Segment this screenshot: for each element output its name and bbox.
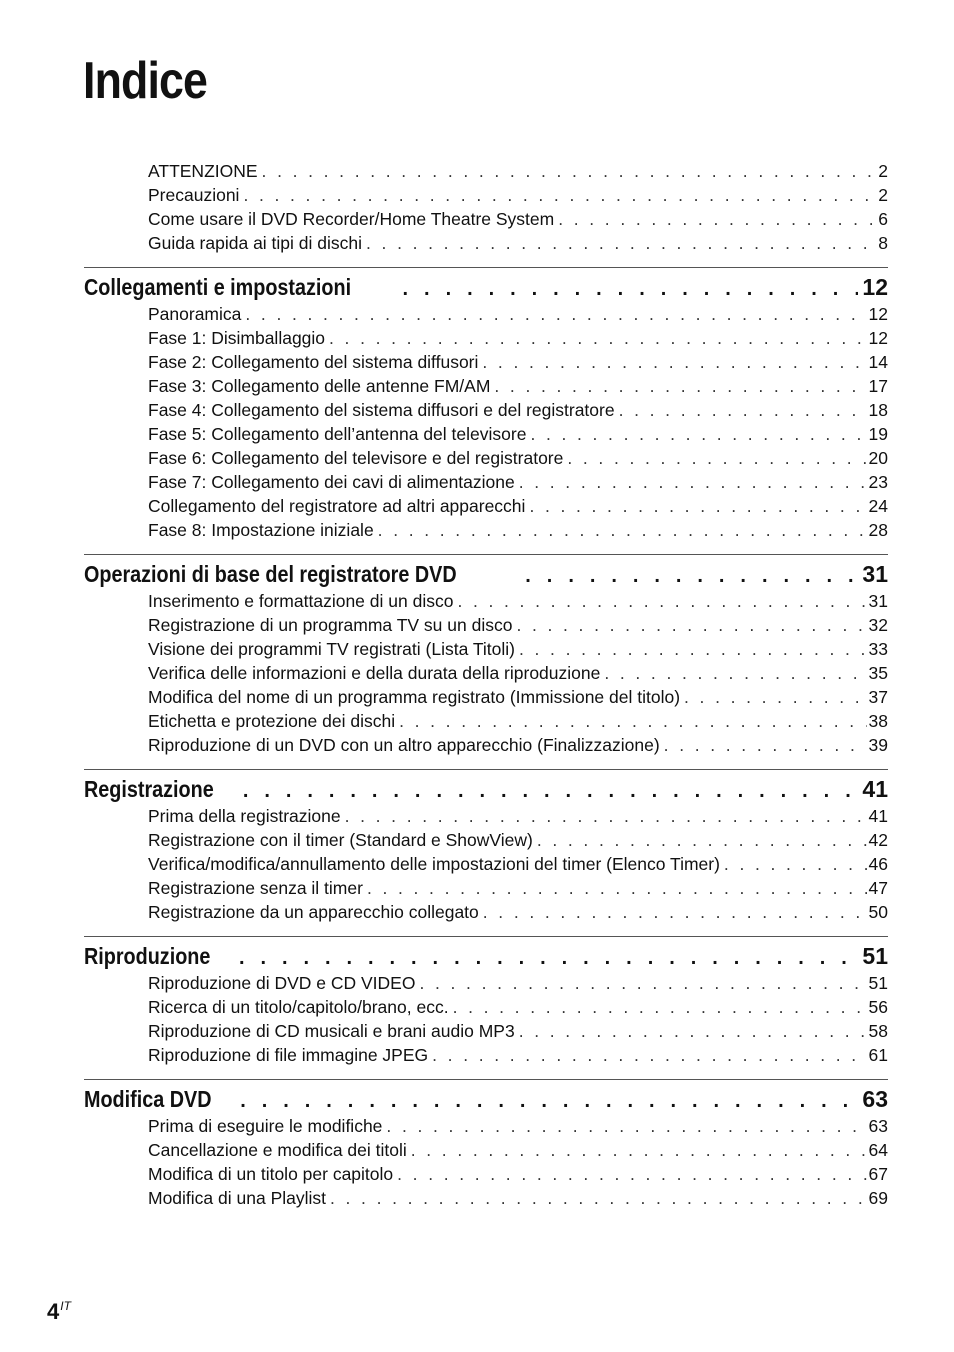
dot-leader — [482, 350, 866, 374]
toc-entry[interactable] — [84, 589, 888, 613]
toc-entry-title: Modifica di una Playlist — [148, 1188, 326, 1208]
toc-entry-title: Etichetta e protezione dei dischi — [148, 711, 396, 731]
toc-entry[interactable] — [84, 422, 888, 446]
toc-entry-page: 19 — [868, 424, 888, 444]
dot-leader — [530, 422, 866, 446]
intro-entries — [84, 159, 888, 255]
toc-entry[interactable] — [84, 685, 888, 709]
dot-leader — [525, 561, 858, 591]
dot-leader — [399, 709, 866, 733]
section-heading[interactable] — [84, 559, 888, 589]
toc-entry-title: Collegamento del registratore ad altri apparecchi — [148, 496, 526, 516]
toc-entry[interactable] — [84, 207, 888, 231]
toc-entry-page: 23 — [868, 472, 888, 492]
dot-leader — [457, 589, 866, 613]
toc-entry-page: 50 — [868, 902, 888, 922]
toc-entry[interactable] — [84, 1019, 888, 1043]
dot-leader — [243, 183, 876, 207]
toc-entry[interactable] — [84, 852, 888, 876]
toc-entry[interactable] — [84, 613, 888, 637]
dot-leader — [240, 1086, 858, 1116]
toc-entry[interactable] — [84, 446, 888, 470]
dot-leader — [529, 494, 866, 518]
dot-leader — [386, 1114, 866, 1138]
toc-entry[interactable] — [84, 1043, 888, 1067]
toc-entry-title: Fase 1: Disimballaggio — [148, 328, 326, 348]
toc-entry-title: Registrazione senza il timer — [148, 878, 363, 898]
section-riproduzione — [84, 936, 888, 1067]
toc-entry-title: Riproduzione di file immagine JPEG — [148, 1045, 429, 1065]
toc-entry-title: Fase 3: Collegamento delle antenne FM/AM — [148, 376, 491, 396]
section-operazioni-di-base — [84, 554, 888, 757]
toc-entry-title: Guida rapida ai tipi di dischi — [148, 233, 363, 253]
toc-entry[interactable] — [84, 494, 888, 518]
toc-entry[interactable] — [84, 159, 888, 183]
section-title: Modifica DVD — [84, 1086, 212, 1112]
toc-entry-title: Riproduzione di DVD e CD VIDEO — [148, 973, 416, 993]
dot-leader — [345, 804, 867, 828]
section-page: 63 — [862, 1086, 888, 1112]
toc-entry-page: 61 — [868, 1045, 888, 1065]
toc-entry-title: Registrazione con il timer (Standard e ShowView) — [148, 830, 533, 850]
toc-entry[interactable] — [84, 1114, 888, 1138]
toc-entry-title: Precauzioni — [148, 185, 240, 205]
dot-leader — [432, 1043, 866, 1067]
dot-leader — [239, 943, 858, 973]
page-number — [47, 1297, 71, 1327]
dot-leader — [243, 776, 859, 806]
dot-leader — [567, 446, 866, 470]
toc-entry[interactable] — [84, 637, 888, 661]
toc-entry-title: Cancellazione e modifica dei titoli — [148, 1140, 407, 1160]
dot-leader — [537, 828, 867, 852]
toc-entry[interactable] — [84, 518, 888, 542]
section-title: Riproduzione — [84, 943, 211, 969]
toc-entry-page: 39 — [868, 735, 888, 755]
toc-entry-title: Modifica del nome di un programma registrato (Immissione del titolo) — [148, 687, 681, 707]
toc-entry-title: Come usare il DVD Recorder/Home Theatre System — [148, 209, 555, 229]
toc-entry-page: 63 — [868, 1116, 888, 1136]
toc-entry-title: Modifica di un titolo per capitolo — [148, 1164, 394, 1184]
toc-entry[interactable] — [84, 733, 888, 757]
toc-entry-page: 37 — [868, 687, 888, 707]
toc-entry-title: Ricerca di un titolo/capitolo/brano, ecc. — [148, 997, 449, 1017]
toc-entry-page: 14 — [868, 352, 888, 372]
language-code: IT — [60, 1299, 71, 1313]
section-page: 51 — [862, 943, 888, 969]
dot-leader — [330, 1186, 867, 1210]
toc-entry-page: 32 — [868, 615, 888, 635]
dot-leader — [366, 231, 876, 255]
dot-leader — [519, 470, 867, 494]
toc-entry-page: 56 — [868, 997, 888, 1017]
dot-leader — [262, 159, 877, 183]
toc-entry-title: Fase 5: Collegamento dell’antenna del televisore — [148, 424, 527, 444]
dot-leader — [664, 733, 867, 757]
toc-entry-page: 8 — [878, 233, 888, 253]
toc-entry-page: 17 — [868, 376, 888, 396]
page-number-value: 4 — [47, 1299, 60, 1324]
dot-leader — [519, 1019, 867, 1043]
toc-entry-page: 24 — [868, 496, 888, 516]
toc-entry[interactable] — [84, 900, 888, 924]
section-heading[interactable] — [84, 774, 888, 804]
toc-entry-title: Prima di eseguire le modifiche — [148, 1116, 383, 1136]
toc-entry[interactable] — [84, 183, 888, 207]
dot-leader — [397, 1162, 866, 1186]
toc-entry-title: Riproduzione di CD musicali e brani audio MP3 — [148, 1021, 515, 1041]
dot-leader — [684, 685, 867, 709]
section-collegamenti — [84, 267, 888, 542]
toc-entry-page: 41 — [868, 806, 888, 826]
toc-entry-page: 28 — [868, 520, 888, 540]
toc-entry[interactable] — [84, 804, 888, 828]
toc-entry-page: 2 — [878, 185, 888, 205]
table-of-contents — [84, 159, 888, 1210]
dot-leader — [411, 1138, 867, 1162]
dot-leader — [558, 207, 876, 231]
dot-leader — [245, 302, 866, 326]
dot-leader — [494, 374, 866, 398]
toc-entry-title: Registrazione di un programma TV su un disco — [148, 615, 513, 635]
toc-entry-title: Riproduzione di un DVD con un altro apparecchio (Finalizzazione) — [148, 735, 660, 755]
toc-entry-title: Verifica/modifica/annullamento delle impostazioni del timer (Elenco Timer) — [148, 854, 720, 874]
toc-entry[interactable] — [84, 995, 888, 1019]
toc-entry[interactable] — [84, 709, 888, 733]
toc-entry-title: Fase 4: Collegamento del sistema diffusori e del registratore — [148, 400, 615, 420]
section-modifica-dvd — [84, 1079, 888, 1210]
section-heading[interactable] — [84, 1084, 888, 1114]
toc-entry-page: 33 — [868, 639, 888, 659]
toc-entry[interactable] — [84, 876, 888, 900]
dot-leader — [516, 613, 866, 637]
toc-entry-page: 42 — [868, 830, 888, 850]
toc-entry-title: Inserimento e formattazione di un disco — [148, 591, 454, 611]
dot-leader — [519, 637, 867, 661]
toc-entry-title: Registrazione da un apparecchio collegato — [148, 902, 479, 922]
toc-entry[interactable] — [84, 374, 888, 398]
section-title: Registrazione — [84, 776, 214, 802]
toc-entry-page: 12 — [868, 328, 888, 348]
toc-entry-title: Fase 8: Impostazione iniziale — [148, 520, 374, 540]
toc-entry-page: 64 — [868, 1140, 888, 1160]
toc-entry[interactable] — [84, 1186, 888, 1210]
dot-leader — [378, 518, 867, 542]
section-page: 31 — [862, 561, 888, 587]
toc-entry[interactable] — [84, 971, 888, 995]
toc-entry-page: 51 — [868, 973, 888, 993]
dot-leader — [329, 326, 867, 350]
dot-leader — [604, 661, 866, 685]
section-heading[interactable] — [84, 272, 888, 302]
dot-leader — [403, 274, 859, 304]
toc-entry-page: 35 — [868, 663, 888, 683]
toc-entry[interactable] — [84, 398, 888, 422]
toc-entry-page: 67 — [868, 1164, 888, 1184]
toc-entry-title: Panoramica — [148, 304, 242, 324]
dot-leader — [453, 995, 867, 1019]
dot-leader — [419, 971, 866, 995]
toc-entry-page: 38 — [868, 711, 888, 731]
toc-entry-page: 46 — [868, 854, 888, 874]
toc-entry[interactable] — [84, 1162, 888, 1186]
toc-entry-page: 47 — [868, 878, 888, 898]
toc-entry[interactable] — [84, 661, 888, 685]
toc-entry[interactable] — [84, 326, 888, 350]
toc-entry-page: 2 — [878, 161, 888, 181]
toc-entry[interactable] — [84, 350, 888, 374]
dot-leader — [483, 900, 867, 924]
section-heading[interactable] — [84, 941, 888, 971]
section-page: 12 — [862, 274, 888, 300]
toc-entry-page: 12 — [868, 304, 888, 324]
section-page: 41 — [862, 776, 888, 802]
toc-entry-page: 31 — [868, 591, 888, 611]
dot-leader — [724, 852, 867, 876]
section-title: Operazioni di base del registratore DVD — [84, 561, 457, 587]
toc-entry-title: Verifica delle informazioni e della durata della riproduzione — [148, 663, 601, 683]
toc-entry-page: 58 — [868, 1021, 888, 1041]
toc-entry-page: 20 — [868, 448, 888, 468]
toc-entry-page: 69 — [868, 1188, 888, 1208]
toc-entry-title: Visione dei programmi TV registrati (Lista Titoli) — [148, 639, 515, 659]
toc-entry[interactable] — [84, 231, 888, 255]
dot-leader — [367, 876, 867, 900]
toc-entry[interactable] — [84, 470, 888, 494]
toc-entry[interactable] — [84, 302, 888, 326]
page-title: Indice — [83, 52, 208, 110]
toc-entry[interactable] — [84, 828, 888, 852]
toc-entry[interactable] — [84, 1138, 888, 1162]
toc-entry-page: 6 — [878, 209, 888, 229]
toc-entry-title: Fase 6: Collegamento del televisore e del registratore — [148, 448, 564, 468]
toc-entry-title: ATTENZIONE — [148, 161, 258, 181]
toc-entry-title: Fase 7: Collegamento dei cavi di alimentazione — [148, 472, 515, 492]
dot-leader — [619, 398, 867, 422]
toc-entry-page: 18 — [868, 400, 888, 420]
section-title: Collegamenti e impostazioni — [84, 274, 352, 300]
section-registrazione — [84, 769, 888, 924]
toc-entry-title: Fase 2: Collegamento del sistema diffusori — [148, 352, 479, 372]
toc-entry-title: Prima della registrazione — [148, 806, 341, 826]
